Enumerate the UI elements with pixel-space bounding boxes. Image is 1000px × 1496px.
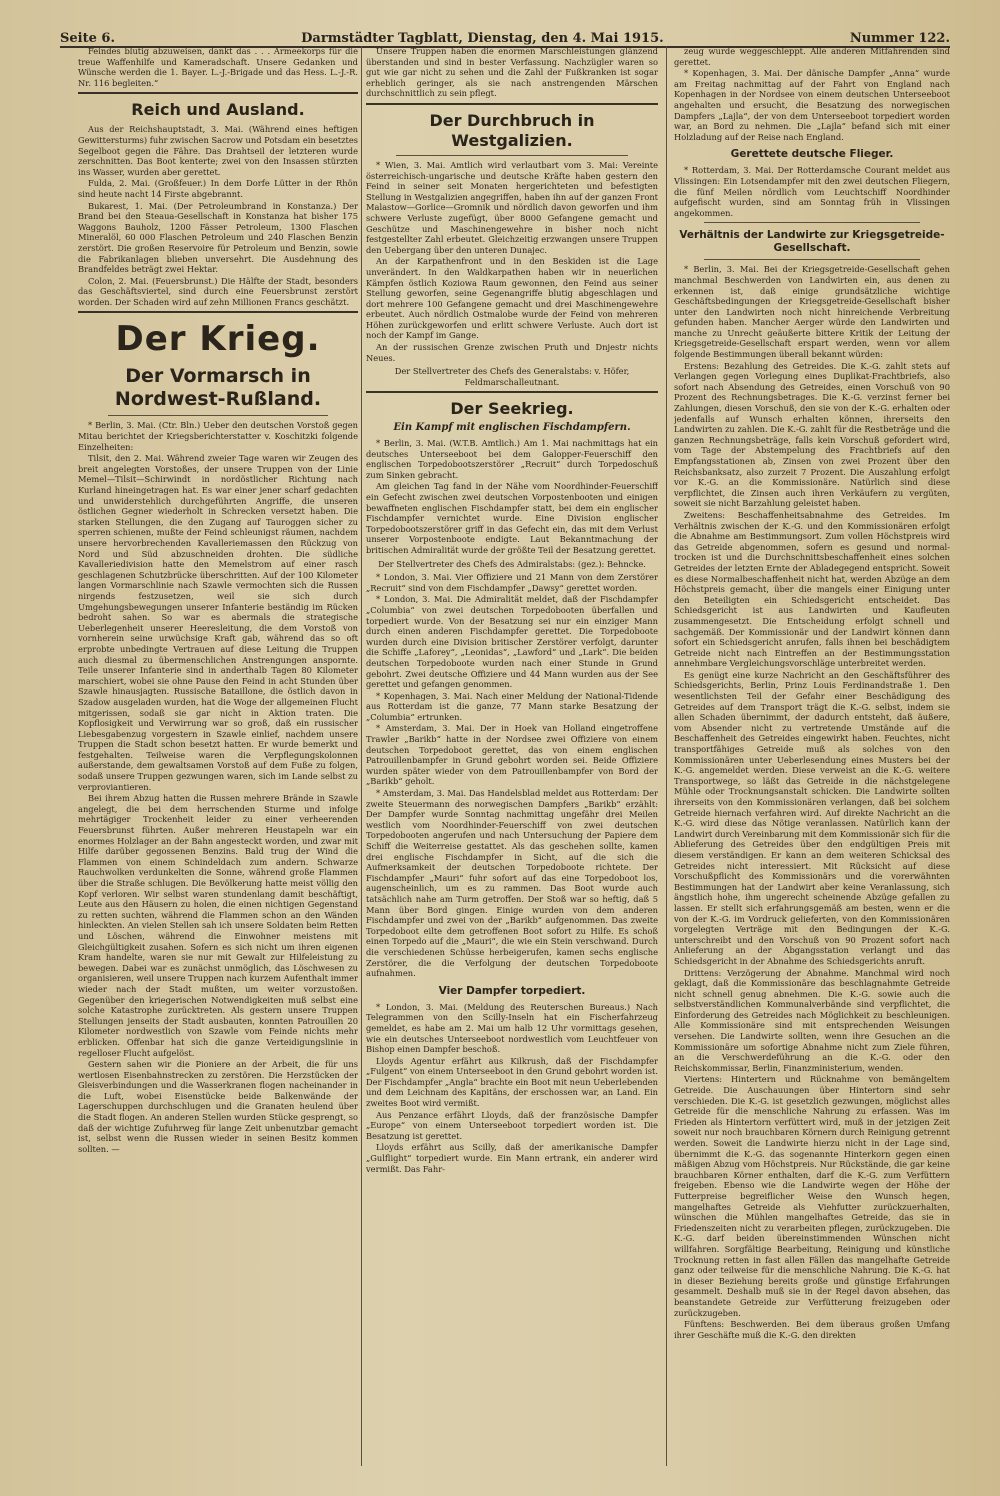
paragraph: * London, 3. Mai. Vier Offiziere und 21 Mann von dem Zerstörer „Recruit“ sind von dem Fischdampfer „Dawsy“ gerettet worden. bbox=[366, 572, 658, 593]
signature: Der Stellvertreter des Chefs des Generalstabs: v. Höfer, Feldmarschalleutnant. bbox=[394, 366, 630, 387]
landwirte-paras bbox=[674, 264, 950, 1340]
headline-krieg: Der Krieg. bbox=[115, 319, 321, 360]
paragraph: Fulda, 2. Mai. (Großfeuer.) In dem Dorfe Lütter in der Rhön sind heute nacht 14 Firste abgebrannt. bbox=[78, 178, 358, 199]
divider bbox=[396, 155, 628, 156]
paragraph: Bukarest, 1. Mai. (Der Petroleumbrand in Konstanza.) Der Brand bei den Steaua-Gesellschaft in Konstanza hat bisher 175 Waggons Bauholz, 1200 Fässer Petroleum, 1300 Flaschen Mineralöl, 60 000 Flaschen Petroleum und 240 Flaschen Benzin zerstört. Die großen Reservoire für Petroleum und Benzin, sowie die Fabrikanlagen blieben unversehrt. Die Ausdehnung des Brandfeldes beträgt zwei Hektar. bbox=[78, 200, 358, 275]
column-rule bbox=[666, 46, 667, 1466]
flieger-paras bbox=[674, 165, 950, 218]
headline-vormarsch: Der Vormarsch in Nordwest-Rußland. bbox=[114, 365, 322, 411]
paragraph: Zweitens: Beschaffenheitsabnahme des Getreides. Im Verhältnis zwischen der K.-G. und den Kommissionären erfolgt die Abnahme am Bestimmungsort. Zum vollen Höchstpreis wird das Getreide abgenommen, sofern es gesund und normal-trocken ist und die Durchschnittsbeschaffenheit eines solchen Getreides der letzten Ernte der Abladegegend entspricht. Soweit es diese Normalbeschaffenheit nicht hat, werden Abzüge an dem Höchstpreis gemacht, über die mangels einer Einigung unter den Beteiligten ein Schiedsgericht entscheidet. Das Schiedsgericht ist aus Landwirten und Kaufleuten zusammengesetzt. Die Entscheidung erfolgt schnell und sachgemäß. Der Kommissionär und der Landwirt können dann sofort ein Schiedsgericht anrufen, falls ihnen bei beschädigtem Getreide nicht nach Eintreffen an der Bestimmungsstation annehmbare Vergleichungsvorschläge unterbreitet werden. bbox=[674, 509, 950, 669]
paragraph: Aus Penzance erfährt Lloyds, daß der französische Dampfer „Europe“ von einem Unterseeboot torpediert worden ist. Die Besatzung ist gerettet. bbox=[366, 1109, 658, 1141]
article-text: Unsere Truppen haben die enormen Marschleistungen glänzend überstanden und sind in bester Verfassung. Nachzügler waren so gut wie gar nicht zu sehen und die Zahl der Fußkranken ist sogar erheblich geringer, als sie nach anstrengenden Märschen durchschnittlich zu sein pflegt. bbox=[366, 46, 658, 99]
subheadline-fischdampfer: Ein Kampf mit englischen Fischdampfern. bbox=[393, 422, 631, 434]
durchbruch-paras bbox=[366, 160, 658, 363]
paragraph: * Berlin, 3. Mai. Bei der Kriegsgetreide-Gesellschaft gehen manchmal Beschwerden von Landwirten ein, aus denen zu erkennen ist, daß einige grundsätzliche wichtige Geschäftsbedingungen der Kriegsgetreide-Gesellschaft bisher unter den Landwirten noch nicht hinreichende Verbreitung gefunden haben. Mancher Aerger würde den Landwirten und manche zu Unrecht geäußerte bittere Kritik der Leitung der Kriegsgetreide-Gesellschaft erspart werden, wenn vor allem folgende Bestimmungen überall bekannt würden: bbox=[674, 264, 950, 360]
headline-dampfer: Vier Dampfer torpediert. bbox=[438, 984, 586, 997]
headline-flieger: Gerettete deutsche Flieger. bbox=[730, 148, 894, 161]
paragraph: * Wien, 3. Mai. Amtlich wird verlautbart vom 3. Mai: Vereinte österreichisch-ungarische und deutsche Kräfte haben gestern den Feind in seiner seit Monaten hergerichteten und befestigten Stellung in Westgalizien angegriffen, haben ihn auf der ganzen Front Malastow—Gorlice—Gromnik und nördlich davon geworfen und ihm schwere Verluste zugefügt, über 8000 Gefangene gemacht und Geschütze und Maschinengewehre in bisher noch nicht festgestellter Zahl erbeutet. Gleichzeitig erzwangen unsere Truppen den Uebergang über den unteren Dunajec. bbox=[366, 159, 658, 255]
paragraph: Es genügt eine kurze Nachricht an den Geschäftsführer des Schiedsgerichts, Berlin, Prinz Louis Ferdinandstraße 1. Den wesentlichsten Teil der Gefahr einer Beschädigung des Getreides auf dem Transport trägt die K.-G. selbst, indem sie allen Schaden übernimmt, der dadurch entsteht, daß äußere, vom Absender nicht zu vertretende Umstände auf die Beschaffenheit des Getreides eingewirkt haben. Feuchtes, nicht transportfähiges Getreide muß als solches von den Kommissionären unter Ueberlesendung eines Musters bei der K.-G. angemeldet werden. Diese verweist an die K.-G. weitere Transportwege, so läßt das Getreide in die nächstgelegene Mühle oder Trocknungsanstalt schicken. Die Landwirte sollten ihrerseits von den Kommissionären verlangen, daß bei solchem Getreide hiernach verfahren wird. Auf direkte Nachricht an die K.-G. wird diese das Nötige veranlassen. Natürlich kann der Landwirt durch Vereinbarung mit dem Kommissionär sich für die Ablieferung des Getreides über den endgültigen Preis mit diesem verständigen. Er kann an dem weiteren Schicksal des Getreides nicht interessiert. Mit Rücksicht auf diese Vorschußpflicht des Kommissionärs und die vorerwähnten Bestimmungen hat der Landwirt aber keine Veranlassung, sich ängstlich hohe, ihm ungerecht scheinende Abzüge gefallen zu lassen. Er stellt sich erfahrungsgemäß am besten, wenn er die von der K.-G. im Vordruck gelieferten, von den Kommissionären vorgelegten Verträge mit den Bedingungen der K.-G. unterschreibt und den Vorschuß von 90 Prozent sofort nach Anlieferung an der Abgangsstation verlangt und das Schiedsgericht in der Abnahme des Schiedsgerichts anruft. bbox=[674, 669, 950, 966]
paragraph: An der Karpathenfront und in den Beskiden ist die Lage unverändert. In den Waldkarpathen haben wir in neuerlichen Kämpfen östlich Koziowa Raum gewonnen, den Feind aus seiner Stellung geworfen, seine Gegenangriffe blutig abgeschlagen und dort mehrere 100 Gefangene gemacht und drei Maschinengewehre erbeutet. Auch nördlich Ostmalobe wurde der Feind von mehreren Höhen zurückgeworfen und erlitt schwere Verluste. Auch dort ist noch der Kampf im Gange. bbox=[366, 256, 658, 341]
column-1 bbox=[78, 46, 358, 1466]
paragraph: Lloyds Agentur erfährt aus Kilkrush, daß der Fischdampfer „Fulgent“ von einem Unterseeboot in den Grund gebohrt worden ist. Der Fischdampfer „Angla“ brachte ein Boot mit neun Ueberlebenden und dem Leichnam des Kapitäns, der erschossen war, an Land. Ein zweites Boot wird vermißt. bbox=[366, 1055, 658, 1109]
divider bbox=[704, 259, 920, 260]
headline-reich: Reich und Ausland. bbox=[131, 100, 305, 120]
paragraph: Erstens: Bezahlung des Getreides. Die K.-G. zahlt stets auf Verlangen gegen Vorlegung eines Duplikat-Frachtbriefs, also sofort nach Absendung des Getreides, einen Vorschuß von 90 Prozent des Rechnungsbetrages. Die K.-G. verzinst ferner bei Zahlungen, diesen Vorschuß, den sie von der K.-G. erhalten oder jedenfalls auf Wunsch erhalten können, ihrerseits den Landwirten zu zahlen. Die K.-G. zahlt für die Restbeträge und die ganzen Rechnungsbeträge, falls kein Vorschuß gefordert wird, vom Tage der Abstempelung des Frachtbriefs auf den Empfangsstationen ab, Zinsen von zwei Prozent über den Reichsbanksatz, also zurzeit 7 Prozent. Die Auszahlung erfolgt vor K.-G. an die Kommissionäre. Natürlich sind diese verpflichtet, die Zinsen auch ihren Verkäufern zu vergüten, soweit sie nicht Barzahlung geleistet haben. bbox=[674, 360, 950, 509]
paragraph: * Amsterdam, 3. Mai. Der in Hoek van Holland eingetroffene Trawler „Barikb“ hatte in der Nordsee zwei Offiziere von einem deutschen Torpedoboot gerettet, das von einem englischen Patrouillenbampfer in Grund gebohrt worden sei. Beide Offiziere wurden später wieder von dem Patrouillenbampfer von Bord der „Barikb“ geholt. bbox=[366, 723, 658, 787]
paragraph: * London, 3. Mai. Die Admiralität meldet, daß der Fischdampfer „Columbia“ von zwei deutschen Torpedobooten überfallen und torpediert wurde. Von der Besatzung sei nur ein einziger Mann durch einen anderen Fischdampfer gerettet. Die Torpedoboote wurden durch eine Division britischer Zerstörer verfolgt, darunter die Schiffe „Laforey“, „Leonidas“, „Lawford“ und „Lark“. Die beiden deutschen Torpedoboote wurden nach einer Stunde in Grund gebohrt. Zwei deutsche Offiziere und 44 Mann wurden aus der See gerettet und gefangen genommen. bbox=[366, 594, 658, 690]
column-rule bbox=[361, 46, 362, 1466]
page-header bbox=[60, 26, 950, 48]
paragraph: * Kopenhagen, 3. Mai. Nach einer Meldung der National-Tidende aus Rotterdam ist die ganze, 77 Mann starke Besatzung der „Columbia“ ertrunken. bbox=[366, 690, 658, 722]
paragraph: Colon, 2. Mai. (Feuersbrunst.) Die Hälfte der Stadt, besonders das Geschäftsviertel, sind durch eine Feuersbrunst zerstört worden. Der Schaden wird auf zehn Millionen Francs geschätzt. bbox=[78, 275, 358, 307]
article-text: Feindes blutig abzuweisen, dankt das . . . Armeekorps für die treue Waffenhilfe und Kameradschaft. Unsere Gedanken und Wünsche werden die 1. Bayer. L.-J.-Brigade und das Hess. L.-J.-R. Nr. 116 begleiten.“ bbox=[78, 46, 358, 88]
paragraph: * London, 3. Mai. (Meldung des Reuterschen Bureaus.) Nach Telegrammen von den Scilly-Inseln hat ein Fischerfahrzeug gemeldet, es habe am 2. Mai um halb 12 Uhr vormittags gesehen, wie ein deutsches Unterseeboot nordwestlich vom Leuchtfeuer von Bishop einen Dampfer beschoß. bbox=[366, 1001, 658, 1055]
paragraph: * Berlin, 3. Mai. (W.T.B. Amtlich.) Am 1. Mai nachmittags hat ein deutsches Unterseeboot bei dem Galopper-Feuerschiff den englischen Torpedobootszerstörer „Recruit“ durch Torpedoschuß zum Sinken gebracht. bbox=[366, 438, 658, 480]
paragraph: Tilsit, den 2. Mai. Während zweier Tage waren wir Zeugen des breit angelegten Vorstoßes, der unsere Truppen von der Linie Memel—Tilsit—Schirwindt in nordöstlicher Richtung nach Kurland hineingetragen hat. Es war einer jener scharf gedachten und unwiderstehlich durchgeführten Angriffe, die unseren östlichen Gegner wiederholt in Schrecken versetzt haben. Die starken Stellungen, die den Zugang auf Tauroggen sicher zu sperren schienen, mußte der Feind schleunigst räumen, nachdem unsere hervorbrechenden Kavalleriemassen den Rückzug von Nord und Süd abzuschneiden drohten. Die südliche Kavalleriedivision hatte den Memelstrom auf einer rasch geschlagenen Schutzbrücke überschritten. Auf der 100 Kilometer langen Vormarschlinie nach Szawle vermochten sich die Russen nirgends festzusetzen, weil sie sich durch Umgehungsbewegungen unserer Infanterie beständig im Rücken bedroht sahen. So war es abermals die strategische Ueberlegenheit unserer Heeresleitung, die dem Vorstoß von vornherein seine urwüchsige Kraft gab, während das so oft erprobte unbedingte Vertrauen auf diese Leitung die Truppen auch diesmal zu übermenschlichen Anstrengungen anspornte. Teile unserer Infanterie sind in anderthalb Tagen 80 Kilometer marschiert, wobei sie ohne Pause den Feind in acht Stunden über Szawle hinausjagten. Russische Bataillone, die östlich davon in Szadow ausgeladen wurden, hat die Woge der allgemeinen Flucht mitgerissen, sodaß sie gar nicht in Aktion traten. Die Kopflosigkeit und Verwirrung war so groß, daß ein russischer Liebesgabenzug vorgestern in Szawle einlief, nachdem unsere Truppen die Stadt schon besetzt hatten. Er wurde bemerkt und festgehalten. Teilweise waren die Verpflegungskolonnen außerstande, dem gewaltsamen Vorstoß auf dem Fuße zu folgen, sodaß unsere Truppen gezwungen waren, sich im Lande selbst zu verproviantieren. bbox=[78, 453, 358, 792]
divider bbox=[366, 103, 658, 105]
paragraph: * Berlin, 3. Mai. (Ctr. Bln.) Ueber den deutschen Vorstoß gegen Mitau berichtet der Kriegsberichterstatter v. Koschitzki folgende Einzelheiten: bbox=[78, 420, 358, 452]
signature: Der Stellvertreter des Chefs des Admiralstabs: (gez.): Behncke. bbox=[378, 558, 646, 569]
paragraph: Gestern sahen wir die Pioniere an der Arbeit, die für uns wertlosen Eisenbahnstrecken zu zerstören. Die Herzstücken der Gleisverbindungen und die Wasserkranen flogen nacheinander in die Luft, wobei Eisenstücke beide Balkenwände der Lagerschuppen durchschlugen und die Granaten heulend über die Stadt flogen. An anderen Stellen wurden Stücke gesprengt, so daß der wichtige Zufuhrweg für lange Zeit unbenutzbar gemacht ist, selbst wenn die Russen wieder in seinen Besitz kommen sollten. — bbox=[78, 1059, 358, 1154]
paragraph: Drittens: Verzögerung der Abnahme. Manchmal wird noch geklagt, daß die Kommissionäre das beschlagnahmte Getreide nicht schnell genug abnehmen. Die K.-G. sowie auch die selbstverständlichen Kommunalverbände sind verpflichtet, die Einforderung des Getreides nach Möglichkeit zu beschleunigen. Alle Kommissionäre sind mit entsprechenden Weisungen versehen. Die Landwirte sollten, wenn ihre Gesuchen an die Kommissionäre um sofortige Abnahme nicht zum Ziele führen, an die Verschwerdeführung an die K.-G. oder den Reichskommissar, Berlin, Finanzministerium, wenden. bbox=[674, 967, 950, 1073]
divider bbox=[704, 222, 920, 223]
paragraph: Fünftens: Beschwerden. Bei dem überaus großen Umfang ihrer Geschäfte muß die K.-G. den direkten bbox=[674, 1319, 950, 1340]
dampfer-paras bbox=[366, 1002, 658, 1175]
paragraph: Viertens: Hintertern und Rücknahme von bemängeltem Getreide. Die Auschauungen über Hintertorn sind sehr verschieden. Die K.-G. ist gesetzlich gezwungen, möglichst alles Getreide für die menschliche Nahrung zu erfassen. Was im Frieden als Hintertorn verfüttert wird, muß in der jetzigen Zeit soweit nur noch brauchbaren Körnern durch Reinigung getrennt werden. Soweit die Landwirte hierzu nicht in der Lage sind, übernimmt die K.-G. das sogenannte Hinterkorn gegen einen mäßigen Abzug vom Höchstpreis. Nur Rückstände, die gar keine brauchbaren Körner enthalten, darf die K.-G. zum Verfüttern freigeben. Ebenso wie die Landwirte wegen der Höhe der Futterpreise begreiflicher Weise den Wunsch hegen, mangelhaftes Getreide als Viehfutter zurückzuerhalten, wünschen die Mühlen mangelhaftes Getreide, das sie in Friedenszeiten nicht zu verarbeiten pflegen, zurückzugeben. Die K.-G. darf beiden übereinstimmenden Wünschen nicht willfahren. Sorgfältige Bearbeitung, Reinigung und künstliche Trocknung retten in fast allen Fällen das mangelhafte Getreide ganz oder teilweise für die menschliche Nahrung. Die K.-G. hat in dieser Beziehung bereits große und günstige Erfahrungen gesammelt. Deshalb muß sie in der Regel davon absehen, das beanstandete Getreide zur Verfütterung freizugeben oder zurückzugeben. bbox=[674, 1074, 950, 1318]
reich-paras bbox=[78, 124, 358, 307]
headline-seekrieg: Der Seekrieg. bbox=[450, 399, 574, 419]
paragraph: * Amsterdam, 3. Mai. Das Handelsblad meldet aus Rotterdam: Der zweite Steuermann des norwegischen Dampfers „Barikb“ erzählt: Der Dampfer wurde Sonntag nachmittag ungefähr drei Meilen westlich vom Noordhinder-Feuerschiff von zwei deutschen Torpedobooten angerufen und nach Untersuchung der Papiere dem Schiff die Weiterreise gestattet. Als das geschehen sollte, kamen drei englische Fischdampfer in Sicht, auf die sich die Aufmerksamkeit der deutschen Torpedoboote richtete. Der Fischdampfer „Mauri“ fuhr sofort auf das eine Torpedoboot los, augenscheinlich, um es zu rammen. Das Boot wurde auch tatsächlich nahe am Turm getroffen. Der Stoß war so heftig, daß 5 Mann über Bord gingen. Einige wurden von dem anderen Fischdampfer und zwei von der „Barikb“ aufgenommen. Das zweite Torpedoboot eilte dem getroffenen Boot sofort zu Hilfe. Es schoß einen Torpedo auf die „Mauri“, die wie ein Stein verschwand. Durch die verschiedenen Schüsse herbeigerufen, kamen sechs englische Zerstörer, die die Verfolgung der deutschen Torpedoboote aufnahmen. bbox=[366, 788, 658, 979]
masthead: Darmstädter Tagblatt, Dienstag, den 4. Mai 1915. bbox=[301, 31, 664, 46]
paragraph: Aus der Reichshauptstadt, 3. Mai. (Während eines heftigen Gewittersturms) fuhr zwischen Sacrow und Potsdam ein besetztes Segelboot gegen die Fähre. Das Drahtseil der letzteren wurde zerschnitten. Das Boot kenterte; zwei von den Insassen stürzten ins Wasser, wurden aber gerettet. bbox=[78, 124, 358, 177]
intro-paras bbox=[674, 68, 950, 142]
divider bbox=[108, 415, 328, 416]
article-text: zeug wurde weggeschleppt. Alle anderen Mitfahrenden sind gerettet. bbox=[674, 46, 950, 67]
divider bbox=[78, 311, 358, 313]
paragraph: Am gleichen Tag fand in der Nähe vom Noordhinder-Feuerschiff ein Gefecht zwischen zwei deutschen Vorpostenbooten und einigen bewaffneten englischen Fischdampfer statt, bei dem ein englischer Fischdampfer vernichtet wurde. Eine Division englischer Torpedobootszerstörer griff in das Gefecht ein, das mit dem Verlust unserer Vorpostenboote endigte. Laut Bekanntmachung der britischen Admiralität wurde der größte Teil der Besatzung gerettet. bbox=[366, 481, 658, 555]
headline-durchbruch: Der Durchbruch in Westgalizien. bbox=[429, 110, 595, 150]
column-2 bbox=[366, 46, 658, 1466]
issue-number: Nummer 122. bbox=[849, 31, 950, 46]
vormarsch-paras bbox=[78, 420, 358, 1154]
paragraph: Bei ihrem Abzug hatten die Russen mehrere Brände in Szawle angelegt, die bei dem herrschenden Sturme und infolge mehrtägiger Trockenheit leider zu einer verheerenden Feuersbrunst führten. Außer mehreren Heustapeln war ein enormes Holzlager an der Bahn angesteckt worden, und zwar mit Hilfe darüber gegossenen Benzins. Bald trug der Wind die Flammen von einem Schindeldach zum andern. Schwarze Rauchwolken verdunkelten die Sonne, während große Flammen über die Straße schlugen. Die Bevölkerung hatte meist völlig den Kopf verloren. Wir selbst waren stundenlang damit beschäftigt, Leute aus den Häusern zu holen, die einen nichtigen Gegenstand zu retten suchten, während die Flammen schon an den Wänden hinleckten. An vielen Stellen sah ich unsere Soldaten beim Retten und Löschen, während die Einwohner meistens mit Gleichgültigkeit zusahen. Sofern es sich nicht um ihren eigenen Kram handelte, waren sie nur mit Gewalt zur Hilfeleistung zu bewegen. Dabei war es zunächst unmöglich, das Löschwesen zu organisieren, weil unsere Truppen nach kurzem Aufenthalt immer wieder nach der Stadt mußten, um weiter vorzustoßen. Gegenüber den kriegerischen Notwendigkeiten muß selbst eine solche Katastrophe zurücktreten. Als gestern unsere Truppen Stellungen jenseits der Stadt ausbauten, konnten Patrouillen 20 Kilometer nordwestlich von Szawle vom Feinde nichts mehr erblicken. Offenbar hat sich die ganze Verteidigungslinie in regelloser Flucht aufgelöst. bbox=[78, 793, 358, 1058]
column-3 bbox=[674, 46, 950, 1466]
seekrieg-paras bbox=[366, 438, 658, 556]
page-number: Seite 6. bbox=[60, 31, 115, 46]
paragraph: * Rotterdam, 3. Mai. Der Rotterdamsche Courant meldet aus Vlissingen: Ein Lotsendampfer mit den zwei deutschen Fliegern, die fünf Meilen nördlich vom Leuchtschiff Noordhinder aufgefischt wurden, sind am Sonntag früh in Vlissingen angekommen. bbox=[674, 165, 950, 218]
seekrieg-paras-2 bbox=[366, 572, 658, 979]
paragraph: An der russischen Grenze zwischen Pruth und Dnjestr nichts Neues. bbox=[366, 342, 658, 363]
divider bbox=[366, 391, 658, 393]
paragraph: * Kopenhagen, 3. Mai. Der dänische Dampfer „Anna“ wurde am Freitag nachmittag auf der Fahrt von England nach Kopenhagen in der Nordsee von einem deutschen Unterseeboot angehalten und ersucht, die Besatzung des norwegischen Dampfers „Lajla“, der von dem Unterseeboot torpediert worden war, an Bord zu nehmen. Die „Lajla“ befand sich mit einer Holzladung auf der Reise nach England. bbox=[674, 68, 950, 142]
headline-landwirte: Verhältnis der Landwirte zur Kriegsgetreide-Gesellschaft. bbox=[679, 229, 945, 255]
paragraph: Lloyds erfährt aus Scilly, daß der amerikanische Dampfer „Gulflight“ torpediert wurde. Ein Mann ertrank, ein anderer wird vermißt. Das Fahr- bbox=[366, 1142, 658, 1174]
divider bbox=[78, 92, 358, 94]
